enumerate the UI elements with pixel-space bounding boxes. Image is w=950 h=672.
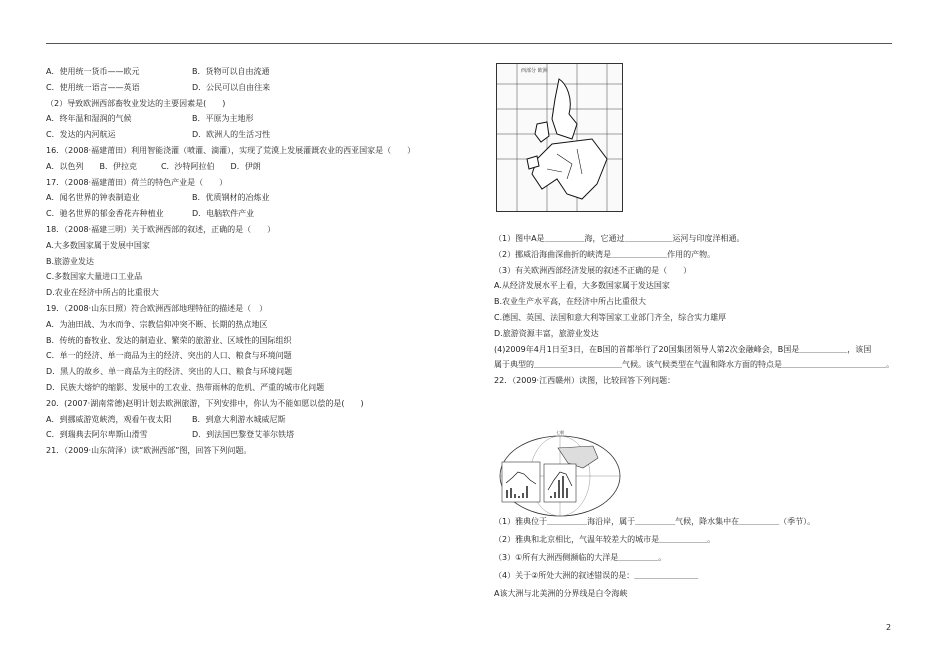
question-line: A.从经济发展水平上看，大多数国家属于发达国家 xyxy=(494,281,670,291)
question-line: （2）导致欧洲西部畜牧业发达的主要因素是( ) xyxy=(46,98,226,108)
question-line: （3）有关欧洲西部经济发展的叙述不正确的是（ ） xyxy=(494,265,692,275)
question-line xyxy=(46,111,456,127)
option-a: C．驰名世界的郁金香花卉种植业 xyxy=(46,209,164,219)
europe-map-figure xyxy=(496,63,623,212)
question-line: （4）关于②所处大洲的叙述错误的是：＿＿＿＿＿＿＿＿ xyxy=(494,570,699,580)
question-line: B．传统的畜牧业、发达的制造业、繁荣的旅游业、区域性的国际组织 xyxy=(46,335,292,345)
question-line: D．黑人的故乡、单一商品为主的经济、突出的人口、粮食与环境问题 xyxy=(46,367,293,377)
option-b: B．货物可以自由流通 xyxy=(192,67,270,76)
map-label: 西部分 欧洲 xyxy=(521,68,548,74)
header-rule xyxy=(46,43,892,44)
question-line: (4)2009年4月1日至3日，在B国的首都举行了20国集团领导人第2次金融峰会，B国是＿＿＿＿＿＿，该国 xyxy=(494,344,872,354)
option-a: C．到瑞典去阿尔卑斯山滑雪 xyxy=(46,430,148,440)
question-line: D.农业在经济中所占的比重很大 xyxy=(46,288,159,298)
option-a: C．使用统一语言——英语 xyxy=(46,82,140,92)
right-column xyxy=(494,231,894,603)
option-a: A．使用统一货币——欧元 xyxy=(46,67,140,76)
left-column xyxy=(46,64,456,459)
question-line: 18．（2008·福建三明）关于欧洲西部的叙述，正确的是（ ） xyxy=(46,224,276,234)
map2-label: 七朝 xyxy=(556,430,564,435)
option-b: D．欧洲人的生活习性 xyxy=(192,130,271,140)
option-a: C．发达的内河航运 xyxy=(46,130,116,140)
question-line: B.旅游业发达 xyxy=(46,256,95,266)
world-climate-figure xyxy=(498,428,623,522)
question-line: A．以色列 B．伊拉克 C．沙特阿拉伯 D．伊朗 xyxy=(46,161,261,171)
option-b: D．到法国巴黎登艾菲尔铁塔 xyxy=(192,430,295,440)
option-b: B．到意大利游水城威尼斯 xyxy=(192,414,286,424)
question-line: 22．（2009·江西赣州）读图，比较回答下列问题： xyxy=(494,376,676,386)
option-b: D．公民可以自由往来 xyxy=(192,82,271,92)
page-number: 2 xyxy=(886,623,892,632)
question-line: D.旅游资源丰富，旅游业发达 xyxy=(494,328,599,338)
question-line: 16．（2008·福建莆田）利用智能浇灌（喷灌、滴灌），实现了荒漠上发展灌溉农业的西亚国家是（ ） xyxy=(46,145,416,155)
option-b: B．优质钢材的冶炼业 xyxy=(192,193,270,203)
question-line xyxy=(46,190,456,206)
question-line xyxy=(46,206,456,222)
question-line xyxy=(46,427,456,443)
question-line xyxy=(46,64,456,80)
question-line: 17．（2008·福建莆田）荷兰的特色产业是（ ） xyxy=(46,177,228,187)
question-line: B.农业生产水平高，在经济中所占比重很大 xyxy=(494,297,647,307)
question-line: A该大洲与北美洲的分界线是白令海峡 xyxy=(494,588,628,598)
option-a: A．终年温和湿润的气候 xyxy=(46,114,132,124)
option-b: B．平原为主地形 xyxy=(192,114,254,124)
option-a: A．到挪威游览峡湾，观看午夜太阳 xyxy=(46,414,172,424)
question-line: C．单一的经济、单一商品为主的经济、突出的人口、粮食与环境问题 xyxy=(46,351,292,361)
question-line: （2）雅典和北京相比，气温年较差大的城市是＿＿＿＿＿＿。 xyxy=(494,534,716,544)
question-line xyxy=(46,412,456,428)
question-line: 属于典型的＿＿＿＿＿＿＿＿＿＿＿气候。该气候类型在气温和降水方面的特点是＿＿＿＿＿＿＿＿＿＿＿＿＿。 xyxy=(494,360,894,370)
question-line: 19．（2008·山东日照）符合欧洲西部地理特征的描述是（ ） xyxy=(46,303,268,313)
question-line xyxy=(46,127,456,143)
question-line: A．为油田战、为水而争、宗教信仰冲突不断、长期的热点地区 xyxy=(46,319,268,329)
question-line: （2）挪威沿海曲深曲折的峡湾是＿＿＿＿＿＿＿作用的产物。 xyxy=(494,249,716,259)
question-line xyxy=(46,80,456,96)
question-line: A.大多数国家属于发展中国家 xyxy=(46,240,150,250)
question-line: 20．(2007·湖南常德)赵明计划去欧洲旅游，下列安排中，你认为不能如愿以偿的是( ) xyxy=(46,398,364,408)
question-line: （1）图中A是＿＿＿＿＿海，它通过＿＿＿＿＿＿运河与印度洋相通。 xyxy=(494,234,745,243)
question-line: C.多数国家大量进口工业品 xyxy=(46,272,143,282)
question-line: （1）雅典位于＿＿＿＿＿海沿岸，属于＿＿＿＿＿气候，降水集中在＿＿＿＿＿（季节）。 xyxy=(494,516,816,526)
option-a: A．闻名世界的钟表制造业 xyxy=(46,193,140,203)
question-line: C.德国、英国、法国和意大利等国家工业部门齐全，综合实力雄厚 xyxy=(494,312,727,322)
question-line: 21．（2009·山东菏泽）读“欧洲西部”图，回答下列问题。 xyxy=(46,446,252,456)
question-line: （3）①所有大洲西侧濒临的大洋是＿＿＿＿＿。 xyxy=(494,552,667,562)
question-line: D．民族大熔炉的缩影、发展中的工农业、热带雨林的危机、严重的城市化问题 xyxy=(46,382,325,392)
option-b: D．电脑软件产业 xyxy=(192,209,255,219)
